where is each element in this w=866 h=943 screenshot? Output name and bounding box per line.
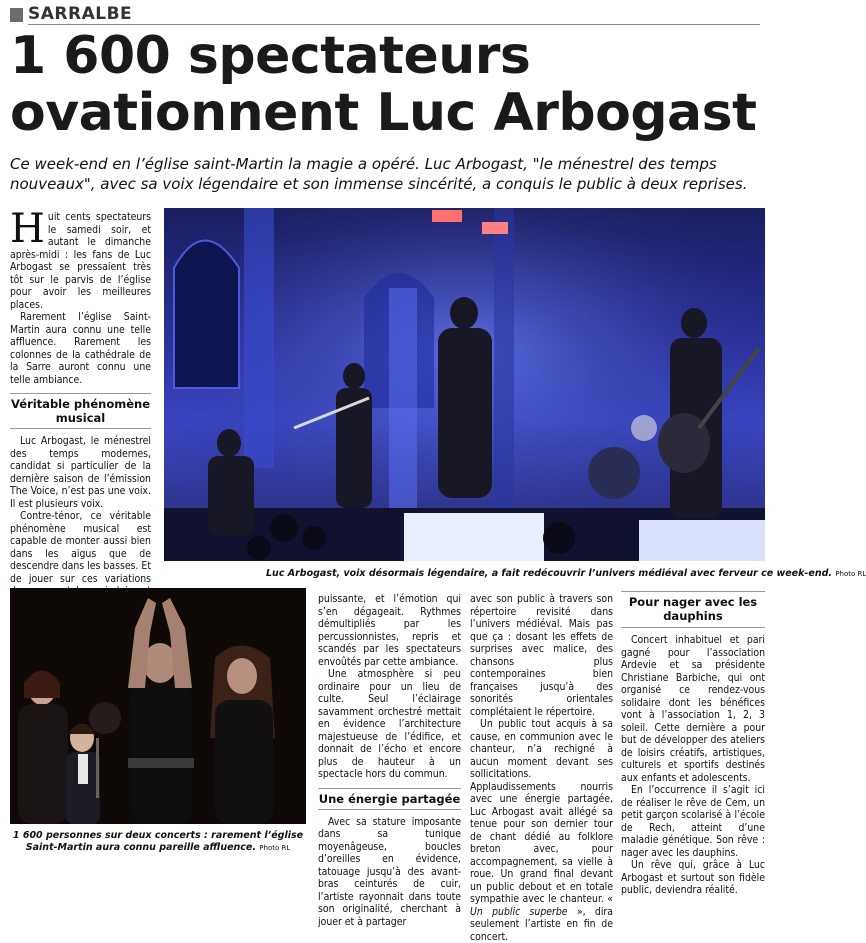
headline bbox=[10, 28, 760, 142]
col3-quote: Un public superbe bbox=[470, 905, 568, 918]
col1-paragraph-2: Rarement l’église Saint-Martin aura connu une telle affluence. Rarement les colonnes de la cathédrale de la Sarre auront connu une telle ambiance. bbox=[10, 311, 151, 386]
section-rule bbox=[28, 24, 760, 25]
col1-paragraph-4: Contre-ténor, ce véritable phénomène musical est capable de monter aussi bien dans les aigus que de descendre dans les basses. Et de jouer sur ces variations bbox=[10, 510, 151, 585]
sidebar-title: Pour nager avec les dauphins bbox=[621, 592, 765, 628]
ovation-photo-illustration bbox=[10, 588, 306, 824]
sidebar bbox=[621, 591, 765, 897]
ovation-photo-caption bbox=[10, 830, 306, 854]
col1-paragraph-3: Luc Arbogast, le ménestrel des temps modernes, candidat si particulier de la dernière saison de l’émission The Voice, n’est pas une voix. Il est plusieurs voix. bbox=[10, 435, 151, 510]
sidebar-body bbox=[621, 634, 765, 897]
col2-paragraph-3: Avec sa stature imposante dans sa tunique moyenâgeuse, boucles d’oreilles en évidence, tatouage jusqu’à des avant-bras ceinturés de cuir, l’artiste rayonnait dans toute son originalité, cherchant à jouer et à partager bbox=[318, 815, 461, 928]
col3-paragraph-2 bbox=[470, 718, 613, 943]
concert-photo bbox=[164, 208, 765, 561]
lede: Ce week-end en l’église saint-Martin la magie a opéré. Luc Arbogast, "le ménestrel des temps nouveaux", avec sa voix légendaire et son immense sincérité, a conquis le public à deux reprises. bbox=[10, 155, 748, 193]
sidebar-paragraph-2: En l’occurrence il s’agit ici de réaliser le rêve de Cem, un petit garçon scolarisé à l’école de Rech, atteint d’une maladie génétique. Son rêve : nager avec les dauphins. bbox=[621, 784, 765, 859]
ovation-caption-text: 1 600 personnes sur deux concerts : rarement l’église Saint-Martin aura connu pareille affluence. bbox=[12, 830, 304, 853]
column-3 bbox=[470, 593, 613, 943]
sidebar-paragraph-1: Concert inhabituel et pari gagné pour l’association Ardevie et sa présidente Christiane Barbiche, qui ont organisé ce rendez-vous solidaire dont les bénéfices vont à l’association 1, 2, 3 soleil. Cette dernière a pour but de développer des ateliers de loisirs créatifs, artistiques, culturels et sportifs destinés aux enfants et adolescents. bbox=[621, 634, 765, 784]
col3-paragraph-2-tail: », dira seulement l’artiste en fin de concert. bbox=[470, 905, 613, 943]
col1-paragraph-1: uit cents spectateurs le samedi soir, et autant le dimanche après-midi : les fans de Luc Arbogast se pressaient très tôt sur le parvis de l’église pour avoir les meilleures places. bbox=[10, 211, 151, 311]
sidebar-paragraph-3: Un rêve qui, grâce à Luc Arbogast et surtout son fidèle public, deviendra réalité. bbox=[621, 859, 765, 896]
col3-paragraph-2-text: Un public tout acquis à sa cause, en communion avec le chanteur, n’a rechigné à aucun moment devant ses sollicitations. Applaudissements nourris avec une énergie partagée, Luc Arbogast avait allégé sa tenue pour son dernier tour de chant dédié au folklore breton avec, pour accompagnement, sa vielle à roue. Un grand final devant un public debout et en totale sympathie avec le chanteur. « bbox=[470, 718, 613, 905]
column-2 bbox=[318, 593, 461, 928]
concert-photo-caption bbox=[266, 568, 866, 579]
concert-photo-illustration bbox=[164, 208, 765, 561]
section-marker bbox=[10, 8, 23, 22]
subhead-phenomene: Véritable phénomène musical bbox=[10, 393, 151, 429]
ovation-photo-credit: Photo RL bbox=[259, 844, 291, 852]
col3-paragraph-1: avec son public à travers son répertoire revisité dans l’univers médiéval. Mais pas que ça : dosant les effets de surprises avec malice, des chansons plus contemporaines bien françaises jusqu’à des sonorités orientales complétaient le répertoire. bbox=[470, 593, 613, 718]
col2-paragraph-1: puissante, et l’émotion qui s’en dégageait. Rythmes démultipliés par les percussionnistes, repris et scandés par les spectateurs envoûtés par cette ambiance. bbox=[318, 593, 461, 668]
ovation-photo bbox=[10, 588, 306, 824]
concert-photo-credit: Photo RL bbox=[835, 570, 866, 578]
headline-line-2: ovationnent Luc Arbogast bbox=[10, 83, 757, 143]
col2-paragraph-2: Une atmosphère si peu ordinaire pour un lieu de culte. Seul l’éclairage savamment orchestré mettait en évidence l’architecture majestueuse de l’édifice, et donnait de l’écho et encore plus de hauteur à un spectacle hors du commun. bbox=[318, 668, 461, 780]
concert-caption-text: Luc Arbogast, voix désormais légendaire, a fait redécouvrir l’univers médiéval avec ferveur ce week-end. bbox=[266, 568, 832, 579]
headline-line-1: 1 600 spectateurs bbox=[10, 26, 531, 86]
dropcap: H bbox=[10, 206, 45, 252]
section-label: SARRALBE bbox=[28, 4, 133, 24]
subhead-energie: Une énergie partagée bbox=[318, 788, 461, 810]
